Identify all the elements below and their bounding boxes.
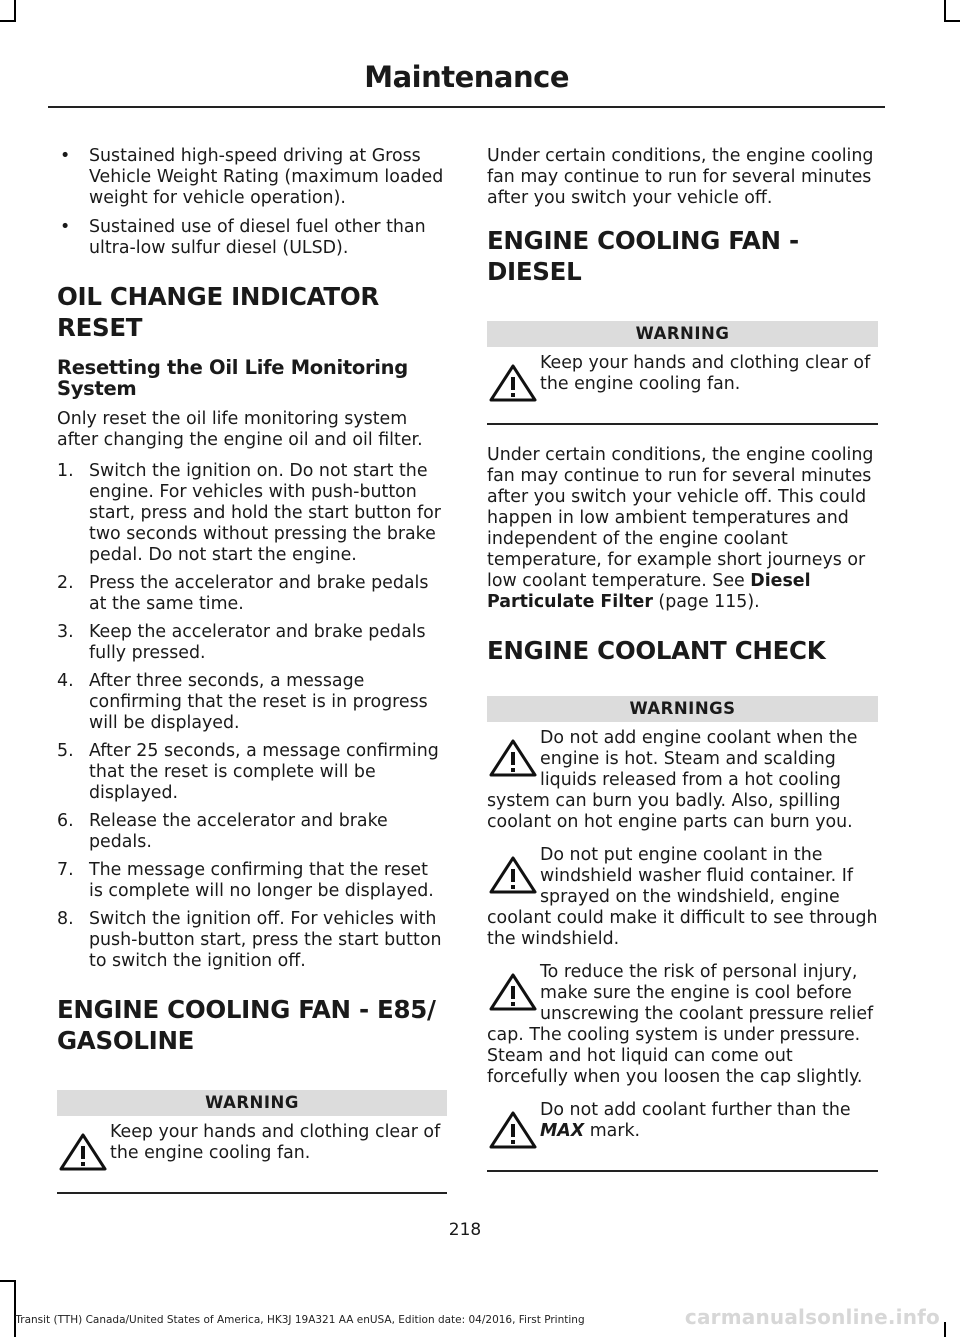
step-number: 5. <box>57 741 74 761</box>
fan-note: Under certain conditions, the engine cooling fan may continue to run for several minutes after you switch your vehicle off. <box>487 146 874 208</box>
warning-triangle-icon <box>57 1130 109 1174</box>
step-text: Switch the ignition off. For vehicles with push-button start, press the start button to switch the ignition off. <box>89 909 442 971</box>
warning-triangle-icon <box>487 1108 539 1152</box>
warning-text <box>487 962 878 1088</box>
coolant-check-heading: ENGINE COOLANT CHECK <box>487 636 826 665</box>
warning-block <box>487 1100 878 1158</box>
warning-label: WARNING <box>487 321 878 347</box>
page-title: Maintenance <box>364 60 569 94</box>
step-item <box>57 573 447 615</box>
fan-diesel-heading: ENGINE COOLING FAN - DIESEL <box>487 226 799 286</box>
bullet-mark: • <box>60 217 71 237</box>
warning-text-span: mark. <box>584 1121 641 1141</box>
warning-label: WARNING <box>57 1090 447 1116</box>
step-text: After three seconds, a message confirming that the reset is in progress will be displayed. <box>89 671 428 733</box>
step-number: 7. <box>57 860 74 880</box>
left-column <box>57 146 447 1214</box>
warning-block <box>487 353 878 411</box>
max-mark-label: MAX <box>540 1121 585 1141</box>
bullet-text: Sustained high-speed driving at Gross Vehicle Weight Rating (maximum loaded weight for vehicle operation). <box>89 146 444 208</box>
diesel-note-page-ref: (page 115). <box>652 592 760 612</box>
bullet-item <box>57 217 447 259</box>
step-number: 4. <box>57 671 74 691</box>
step-text: Release the accelerator and brake pedals. <box>89 811 388 852</box>
crop-mark-top-left-h <box>0 20 16 22</box>
step-item <box>57 461 447 566</box>
step-item <box>57 811 447 853</box>
warning-block <box>487 962 878 1088</box>
warning-triangle-icon <box>487 853 539 897</box>
step-item <box>57 741 447 804</box>
crop-mark-top-right-h <box>944 20 960 22</box>
step-number: 1. <box>57 461 74 481</box>
warning-divider <box>487 423 878 425</box>
step-number: 2. <box>57 573 74 593</box>
step-item <box>57 622 447 664</box>
page-number: 218 <box>448 1220 482 1240</box>
edition-footer: Transit (TTH) Canada/United States of America, HK3J 19A321 AA enUSA, Edition date: 04/2016, First Printing <box>15 1314 585 1326</box>
step-number: 6. <box>57 811 74 831</box>
diesel-note-text: Under certain conditions, the engine cooling fan may continue to run for several minutes after you switch your vehicle off. This could happen in low ambient temperatures and independent of the engine coolant temperature, for example short journeys or low coolant temperature. See <box>487 445 874 591</box>
warning-text <box>487 728 878 833</box>
bullet-mark: • <box>60 146 71 166</box>
step-text: After 25 seconds, a message confirming that the reset is complete will be displayed. <box>89 741 439 803</box>
header-divider <box>48 106 885 108</box>
crop-mark-top-right <box>944 0 946 22</box>
warning-text-span: Do not add engine coolant when the engine is hot. Steam and scalding liquids released from a hot cooling system can burn you badly. Also, spilling coolant on hot engine parts can burn you. <box>487 728 858 832</box>
warning-text <box>487 1100 878 1142</box>
warning-divider <box>487 1170 878 1172</box>
warning-triangle-icon <box>487 361 539 405</box>
step-item <box>57 860 447 902</box>
warning-triangle-icon <box>487 736 539 780</box>
crop-mark-top-left <box>14 0 16 22</box>
step-number: 3. <box>57 622 74 642</box>
step-text: The message confirming that the reset is complete will no longer be displayed. <box>89 860 434 901</box>
diesel-note <box>487 445 878 613</box>
dpf-link[interactable]: Diesel Particulate Filter <box>487 571 811 612</box>
warning-text <box>57 1122 447 1164</box>
warning-divider <box>57 1192 447 1194</box>
warning-triangle-icon <box>487 970 539 1014</box>
warnings-label: WARNINGS <box>487 696 878 722</box>
right-column <box>487 146 878 1192</box>
step-text: Switch the ignition on. Do not start the engine. For vehicles with push-button start, press and hold the start button for two seconds without pressing the brake pedal. Do not start the engine. <box>89 461 441 565</box>
crop-mark-bottom-left <box>14 1280 16 1337</box>
watermark: carmanualsonline.info <box>684 1305 940 1329</box>
step-text: Press the accelerator and brake pedals at the same time. <box>89 573 429 614</box>
crop-mark-bottom-left-h <box>0 1280 16 1282</box>
warning-text <box>487 845 878 950</box>
warning-text-span: To reduce the risk of personal injury, make sure the engine is cool before unscrewing the coolant pressure relief cap. The cooling system is under pressure. Steam and hot liquid can come out forcefully when you loosen the cap slightly. <box>487 962 874 1087</box>
oil-life-subheading: Resetting the Oil Life Monitoring System <box>57 356 408 400</box>
oil-change-heading: OIL CHANGE INDICATOR RESET <box>57 282 379 342</box>
bullet-item <box>57 146 447 209</box>
warning-text-span: Do not put engine coolant in the windshield washer fluid container. If sprayed on the windshield, engine coolant could make it difficult to see through the windshield. <box>487 845 878 949</box>
fan-gasoline-heading: ENGINE COOLING FAN - E85/ GASOLINE <box>57 995 436 1055</box>
warning-text <box>487 353 878 395</box>
warning-block <box>57 1122 447 1180</box>
warning-text-span: Do not add coolant further than the <box>540 1100 851 1120</box>
warning-block <box>487 845 878 950</box>
step-item <box>57 671 447 734</box>
step-number: 8. <box>57 909 74 929</box>
step-text: Keep the accelerator and brake pedals fully pressed. <box>89 622 426 663</box>
crop-mark-bottom-right <box>944 1322 946 1337</box>
warning-block <box>487 728 878 833</box>
warning-text-span: Keep your hands and clothing clear of the engine cooling fan. <box>540 353 871 394</box>
bullet-text: Sustained use of diesel fuel other than ultra-low sulfur diesel (ULSD). <box>89 217 426 258</box>
step-item <box>57 909 447 972</box>
oil-intro: Only reset the oil life monitoring system after changing the engine oil and oil filter. <box>57 409 423 450</box>
warning-text-span: Keep your hands and clothing clear of the engine cooling fan. <box>110 1122 441 1163</box>
